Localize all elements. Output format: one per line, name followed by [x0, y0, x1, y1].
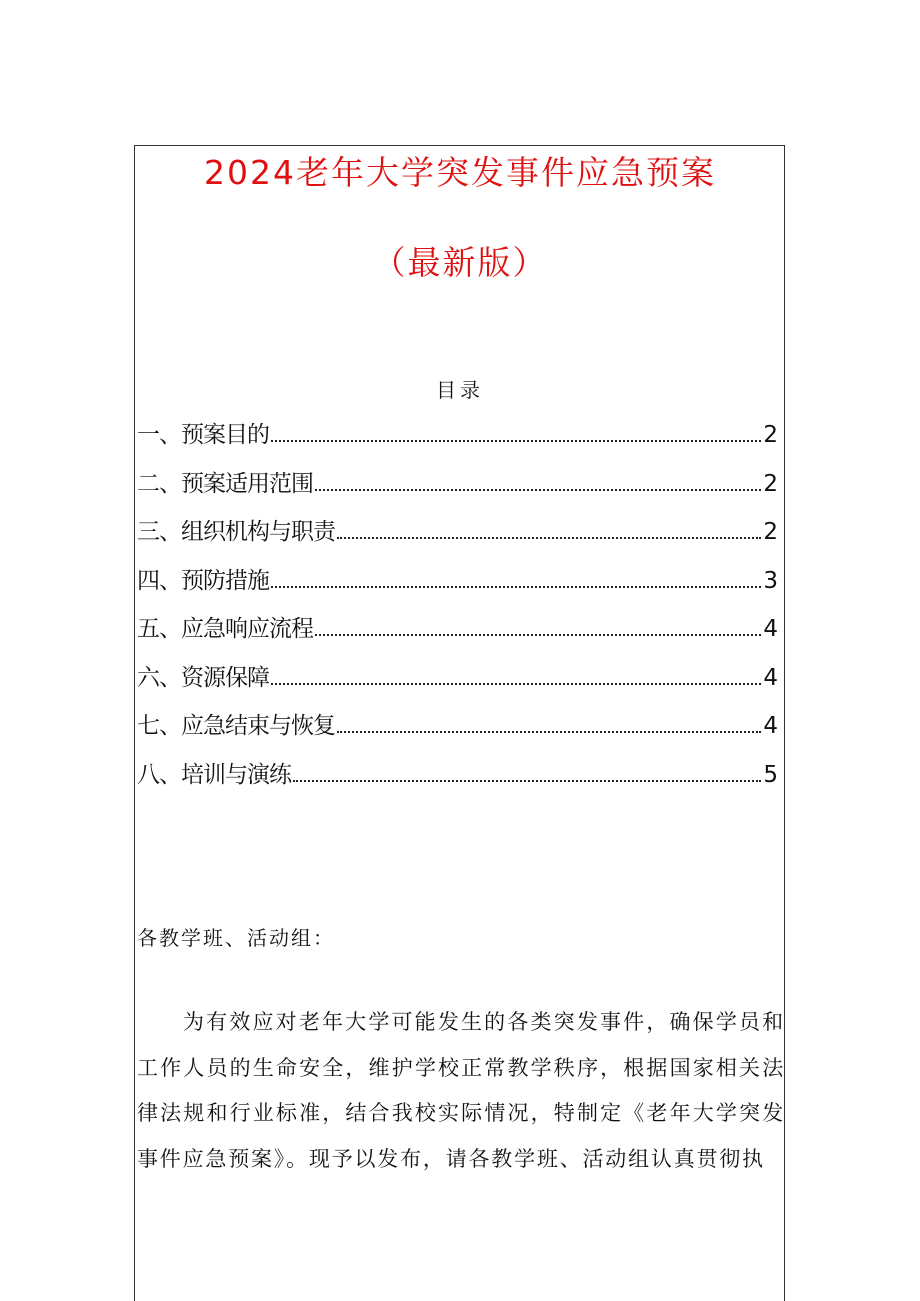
toc-entry[interactable]: [137, 515, 778, 564]
toc-entry[interactable]: [137, 661, 778, 710]
toc-entry-label: 六、资源保障: [137, 664, 269, 691]
toc-entry-page: 4: [763, 616, 778, 642]
toc-entry-page: 4: [763, 713, 778, 739]
toc-entry-page: 2: [763, 422, 778, 448]
toc-entry[interactable]: [137, 612, 778, 661]
toc-entry[interactable]: [137, 709, 778, 758]
toc-leader-dots: [337, 536, 761, 539]
toc-entry-page: 5: [763, 761, 778, 788]
toc-entry-label: 七、应急结束与恢复: [137, 713, 335, 739]
toc-entry[interactable]: [137, 758, 778, 807]
toc-heading: 目录: [436, 378, 484, 402]
table-of-contents: [137, 418, 778, 806]
toc-leader-dots: [315, 633, 761, 636]
toc-leader-dots: [337, 730, 761, 733]
toc-entry-page: 3: [763, 567, 778, 594]
toc-entry[interactable]: [137, 564, 778, 613]
body-paragraph: 为有效应对老年大学可能发生的各类突发事件，确保学员和工作人员的生命安全，维护学校正常教学秩序，根据国家相关法律法规和行业标准，结合我校实际情况，特制定《老年大学突发事件应急预案》。现予以发布，请各教学班、活动组认真贯彻执: [137, 1010, 785, 1171]
toc-entry[interactable]: [137, 418, 778, 467]
toc-leader-dots: [315, 488, 761, 491]
toc-entry-label: 八、培训与演练: [137, 761, 291, 788]
toc-leader-dots: [271, 585, 761, 588]
toc-leader-dots: [293, 779, 761, 782]
toc-entry-label: 一、预案目的: [137, 422, 269, 448]
toc-entry-page: 2: [763, 470, 778, 497]
toc-entry-label: 三、组织机构与职责: [137, 519, 335, 545]
toc-entry-page: 4: [763, 664, 778, 691]
greeting-line: 各教学班、活动组：: [137, 926, 335, 950]
toc-leader-dots: [271, 682, 761, 685]
toc-entry-label: 五、应急响应流程: [137, 616, 313, 642]
document-subtitle: （最新版）: [372, 243, 548, 282]
toc-entry-page: 2: [763, 519, 778, 545]
toc-entry-label: 二、预案适用范围: [137, 470, 313, 497]
toc-entry[interactable]: [137, 467, 778, 516]
toc-entry-label: 四、预防措施: [137, 567, 269, 594]
document-title: 2024老年大学突发事件应急预案: [204, 153, 716, 192]
toc-leader-dots: [271, 439, 761, 442]
